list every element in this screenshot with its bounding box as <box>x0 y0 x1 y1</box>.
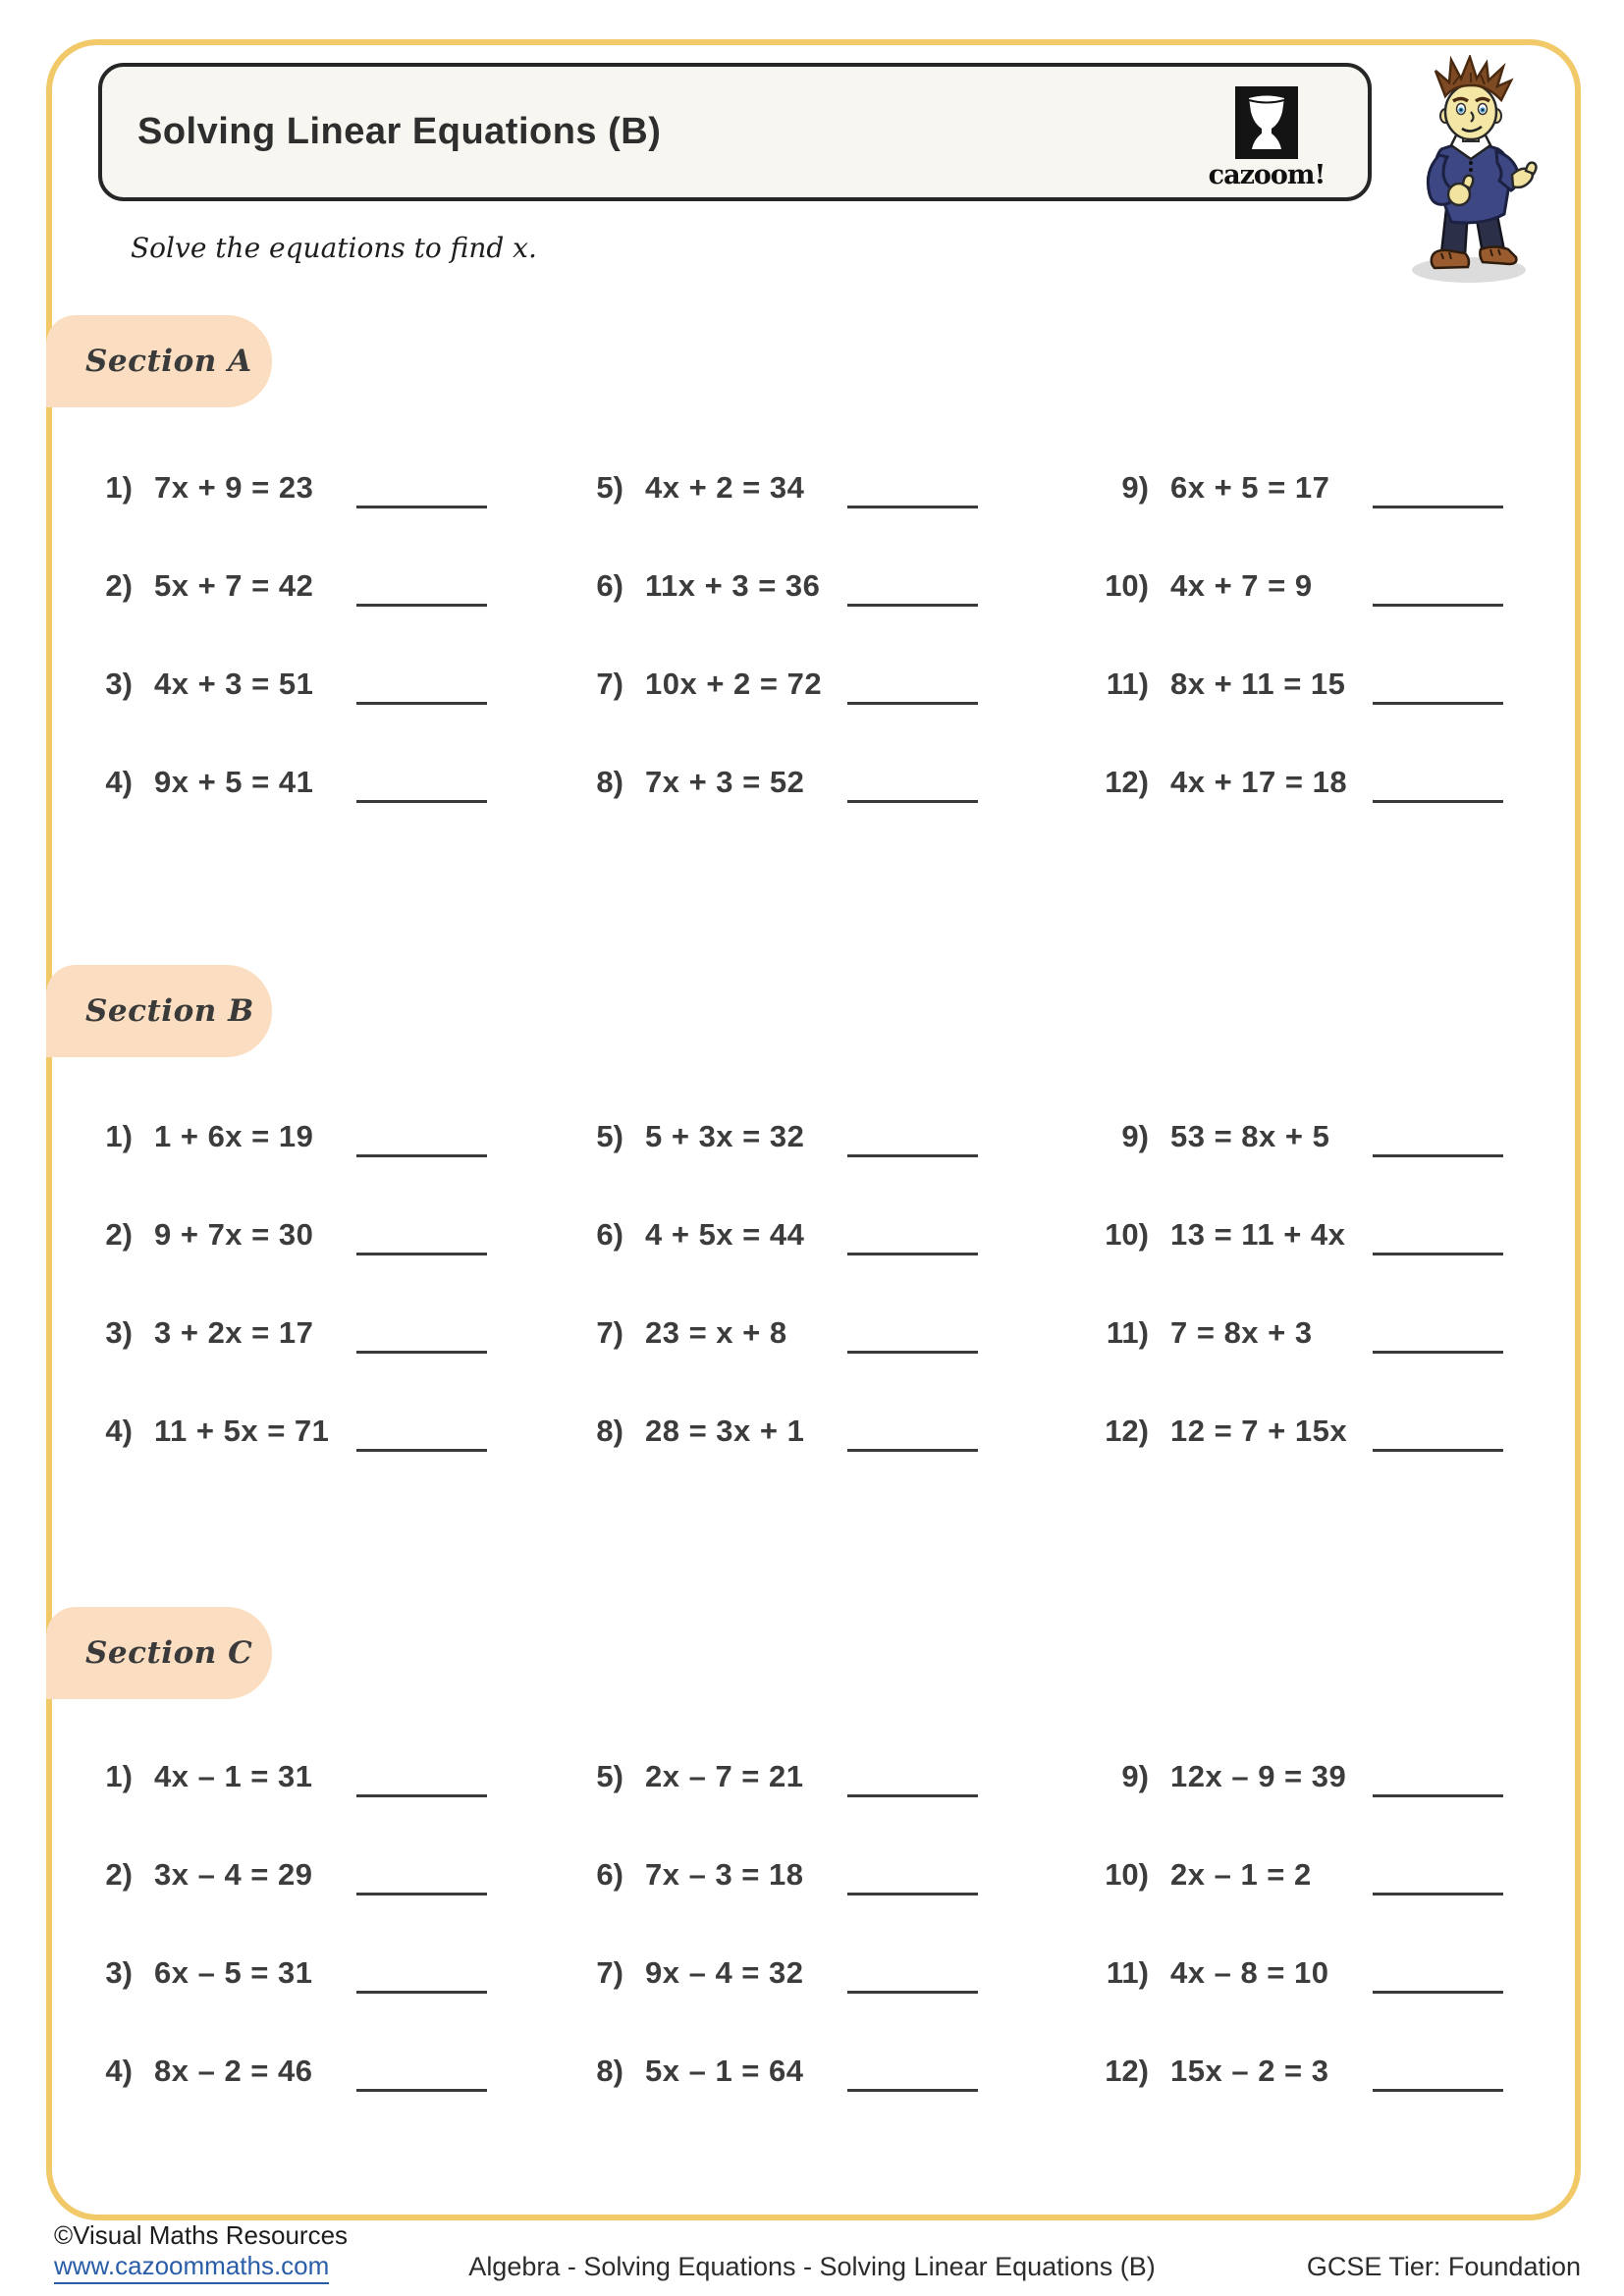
answer-line[interactable] <box>356 1154 487 1157</box>
answer-line[interactable] <box>1373 1893 1503 1896</box>
problem-equation: 9x – 4 = 32 <box>645 1955 804 1990</box>
problem-12 <box>1100 733 1541 831</box>
answer-line[interactable] <box>1373 604 1503 607</box>
answer-line[interactable] <box>847 506 978 508</box>
problem-number: 3) <box>105 1315 133 1350</box>
problem-7 <box>574 1924 1100 2022</box>
problem-equation: 11x + 3 = 36 <box>645 568 821 603</box>
problem-3 <box>83 1924 574 2022</box>
problem-4 <box>83 2022 574 2120</box>
answer-line[interactable] <box>1373 1449 1503 1452</box>
problem-equation: 6x – 5 = 31 <box>154 1955 313 1990</box>
answer-line[interactable] <box>356 1991 487 1994</box>
problem-9 <box>1100 1088 1541 1186</box>
footer-copyright: ©Visual Maths Resources <box>54 2220 349 2250</box>
problem-number: 5) <box>596 1119 623 1153</box>
problem-number: 2) <box>105 568 133 603</box>
answer-line[interactable] <box>356 702 487 705</box>
problem-equation: 9 + 7x = 30 <box>154 1217 314 1252</box>
answer-line[interactable] <box>356 800 487 803</box>
cazoom-logo <box>1201 86 1332 190</box>
footer-tier-label: GCSE Tier: Foundation <box>1306 2252 1581 2281</box>
problem-equation: 7 = 8x + 3 <box>1170 1315 1313 1350</box>
answer-line[interactable] <box>356 604 487 607</box>
page-title: Solving Linear Equations (B) <box>137 111 662 152</box>
problem-equation: 6x + 5 = 17 <box>1170 470 1330 505</box>
problem-9 <box>1100 439 1541 537</box>
problem-equation: 5x + 7 = 42 <box>154 568 314 603</box>
problem-number: 9) <box>1121 1119 1149 1153</box>
problem-7 <box>574 1284 1100 1382</box>
problem-3 <box>83 1284 574 1382</box>
problem-equation: 12x – 9 = 39 <box>1170 1759 1347 1793</box>
answer-line[interactable] <box>847 1351 978 1354</box>
problem-number: 7) <box>596 1315 623 1350</box>
problem-equation: 3x – 4 = 29 <box>154 1857 313 1892</box>
problem-equation: 4 + 5x = 44 <box>645 1217 805 1252</box>
answer-line[interactable] <box>1373 1154 1503 1157</box>
problem-equation: 12 = 7 + 15x <box>1170 1414 1348 1448</box>
problem-number: 4) <box>105 2054 133 2088</box>
problem-8 <box>574 733 1100 831</box>
problem-number: 2) <box>105 1217 133 1252</box>
problem-equation: 7x + 9 = 23 <box>154 470 314 505</box>
problem-equation: 10x + 2 = 72 <box>645 667 823 701</box>
answer-line[interactable] <box>1373 800 1503 803</box>
answer-line[interactable] <box>356 1253 487 1255</box>
answer-line[interactable] <box>847 1893 978 1896</box>
answer-line[interactable] <box>356 506 487 508</box>
problem-number: 8) <box>596 2054 623 2088</box>
problem-number: 10) <box>1105 1217 1149 1252</box>
answer-line[interactable] <box>1373 1991 1503 1994</box>
problem-number: 1) <box>105 1759 133 1793</box>
section-c-header <box>46 1607 272 1699</box>
footer-breadcrumb: Algebra - Solving Equations - Solving Linear Equations (B) <box>468 2252 1156 2281</box>
problem-equation: 4x + 17 = 18 <box>1170 765 1348 799</box>
problem-8 <box>574 2022 1100 2120</box>
problem-10 <box>1100 1186 1541 1284</box>
problem-number: 7) <box>596 667 623 701</box>
problem-11 <box>1100 1924 1541 2022</box>
problem-number: 11) <box>1106 1955 1149 1990</box>
problem-9 <box>1100 1728 1541 1826</box>
problem-equation: 2x – 7 = 21 <box>645 1759 804 1793</box>
problem-12 <box>1100 1382 1541 1480</box>
problem-equation: 53 = 8x + 5 <box>1170 1119 1330 1153</box>
problem-equation: 23 = x + 8 <box>645 1315 787 1350</box>
problem-equation: 5x – 1 = 64 <box>645 2054 804 2088</box>
section-c-label: Section C <box>85 1635 253 1671</box>
problem-number: 11) <box>1106 1315 1149 1350</box>
answer-line[interactable] <box>847 604 978 607</box>
answer-line[interactable] <box>1373 1351 1503 1354</box>
problem-7 <box>574 635 1100 733</box>
problem-number: 3) <box>105 667 133 701</box>
answer-line[interactable] <box>1373 702 1503 705</box>
problem-2 <box>83 1826 574 1924</box>
answer-line[interactable] <box>847 800 978 803</box>
problem-equation: 9x + 5 = 41 <box>154 765 314 799</box>
problem-4 <box>83 1382 574 1480</box>
problem-6 <box>574 1826 1100 1924</box>
problem-equation: 4x + 2 = 34 <box>645 470 805 505</box>
problem-equation: 7x – 3 = 18 <box>645 1857 804 1892</box>
section-a-problems <box>83 439 1541 831</box>
problem-equation: 2x – 1 = 2 <box>1170 1857 1312 1892</box>
section-b-header <box>46 965 272 1057</box>
problem-number: 1) <box>105 470 133 505</box>
answer-line[interactable] <box>356 2089 487 2092</box>
problem-equation: 4x – 1 = 31 <box>154 1759 313 1793</box>
problem-equation: 4x + 7 = 9 <box>1170 568 1313 603</box>
section-b-problems <box>83 1088 1541 1480</box>
problem-number: 5) <box>596 1759 623 1793</box>
problem-equation: 28 = 3x + 1 <box>645 1414 805 1448</box>
problem-equation: 4x + 3 = 51 <box>154 667 314 701</box>
problem-equation: 5 + 3x = 32 <box>645 1119 805 1153</box>
problem-equation: 13 = 11 + 4x <box>1170 1217 1346 1252</box>
problem-equation: 8x – 2 = 46 <box>154 2054 313 2088</box>
logo-wordmark: cazoom! <box>1208 160 1326 190</box>
problem-number: 12) <box>1105 1414 1149 1448</box>
answer-line[interactable] <box>847 1154 978 1157</box>
problem-6 <box>574 537 1100 635</box>
answer-line[interactable] <box>356 1794 487 1797</box>
problem-1 <box>83 439 574 537</box>
problem-10 <box>1100 537 1541 635</box>
footer-website-link[interactable]: www.cazoommaths.com <box>54 2251 329 2284</box>
problem-number: 8) <box>596 1414 623 1448</box>
problem-equation: 11 + 5x = 71 <box>154 1414 330 1448</box>
problem-number: 12) <box>1105 765 1149 799</box>
title-bar <box>98 63 1372 201</box>
problem-11 <box>1100 635 1541 733</box>
answer-line[interactable] <box>847 1794 978 1797</box>
problem-equation: 7x + 3 = 52 <box>645 765 805 799</box>
problem-2 <box>83 1186 574 1284</box>
problem-2 <box>83 537 574 635</box>
problem-equation: 1 + 6x = 19 <box>154 1119 314 1153</box>
problem-number: 9) <box>1121 1759 1149 1793</box>
problem-number: 12) <box>1105 2054 1149 2088</box>
problem-11 <box>1100 1284 1541 1382</box>
section-c-problems <box>83 1728 1541 2120</box>
problem-number: 9) <box>1121 470 1149 505</box>
answer-line[interactable] <box>847 2089 978 2092</box>
problem-number: 11) <box>1106 667 1149 701</box>
problem-6 <box>574 1186 1100 1284</box>
problem-number: 4) <box>105 1414 133 1448</box>
problem-number: 10) <box>1105 568 1149 603</box>
problem-number: 10) <box>1105 1857 1149 1892</box>
problem-8 <box>574 1382 1100 1480</box>
answer-line[interactable] <box>1373 506 1503 508</box>
problem-equation: 8x + 11 = 15 <box>1170 667 1346 701</box>
problem-number: 6) <box>596 1857 623 1892</box>
problem-number: 4) <box>105 765 133 799</box>
answer-line[interactable] <box>1373 1253 1503 1255</box>
answer-line[interactable] <box>356 1351 487 1354</box>
problem-equation: 15x – 2 = 3 <box>1170 2054 1329 2088</box>
instruction-text: Solve the equations to find x. <box>131 232 537 264</box>
section-b-label: Section B <box>85 993 254 1029</box>
mascot-boy-illustration <box>1392 55 1549 289</box>
answer-line[interactable] <box>1373 2089 1503 2092</box>
problem-number: 1) <box>105 1119 133 1153</box>
djembe-drum-icon <box>1235 86 1298 159</box>
problem-number: 8) <box>596 765 623 799</box>
problem-equation: 3 + 2x = 17 <box>154 1315 314 1350</box>
problem-5 <box>574 439 1100 537</box>
answer-line[interactable] <box>847 1253 978 1255</box>
answer-line[interactable] <box>847 1991 978 1994</box>
answer-line[interactable] <box>847 702 978 705</box>
problem-equation: 4x – 8 = 10 <box>1170 1955 1329 1990</box>
problem-number: 6) <box>596 568 623 603</box>
problem-5 <box>574 1088 1100 1186</box>
problem-10 <box>1100 1826 1541 1924</box>
problem-1 <box>83 1088 574 1186</box>
section-a-header <box>46 315 272 407</box>
problem-number: 3) <box>105 1955 133 1990</box>
problem-5 <box>574 1728 1100 1826</box>
problem-3 <box>83 635 574 733</box>
problem-number: 6) <box>596 1217 623 1252</box>
answer-line[interactable] <box>847 1449 978 1452</box>
answer-line[interactable] <box>356 1893 487 1896</box>
problem-1 <box>83 1728 574 1826</box>
problem-4 <box>83 733 574 831</box>
answer-line[interactable] <box>356 1449 487 1452</box>
problem-number: 5) <box>596 470 623 505</box>
section-a-label: Section A <box>85 344 252 379</box>
problem-number: 7) <box>596 1955 623 1990</box>
answer-line[interactable] <box>1373 1794 1503 1797</box>
problem-12 <box>1100 2022 1541 2120</box>
problem-number: 2) <box>105 1857 133 1892</box>
